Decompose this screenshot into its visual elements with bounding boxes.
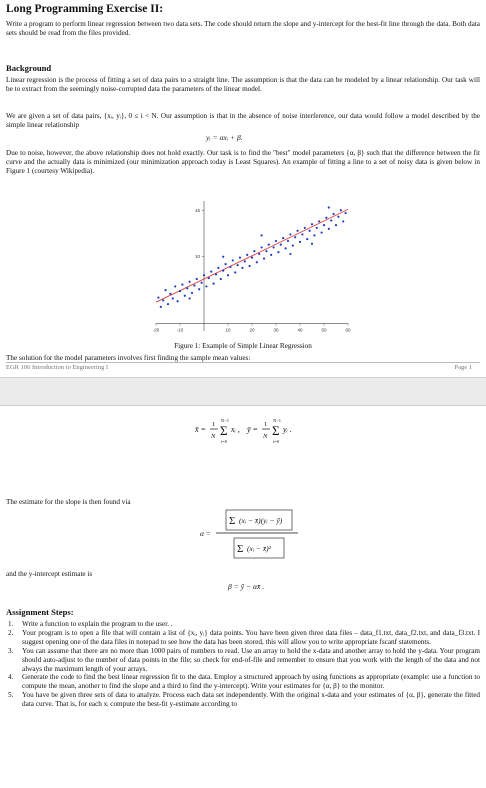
- data-point: [309, 230, 311, 232]
- data-point: [222, 256, 224, 258]
- data-point: [251, 257, 253, 259]
- data-point: [340, 209, 342, 211]
- background-paragraph-1: Linear regression is the process of fitting a set of data pairs to a straight line. The assumption is that the data can be modeled by a linear relationship. Our task will be to extract from the seemingly noise-corrupted data the parameters of the linear model.: [6, 76, 480, 93]
- x-tick-label: 50: [321, 327, 327, 333]
- data-point: [249, 265, 251, 267]
- assignment-steps-list: [6, 620, 480, 709]
- sample-mean-intro: The solution for the model parameters involves first finding the sample mean values:: [6, 354, 251, 362]
- svg-text:N: N: [263, 433, 268, 440]
- data-point: [333, 213, 335, 215]
- data-point: [234, 271, 236, 273]
- data-point: [316, 227, 318, 229]
- data-point: [198, 288, 200, 290]
- data-point: [205, 285, 207, 287]
- data-point: [253, 250, 255, 252]
- data-point: [208, 277, 210, 279]
- intercept-intro-text: and the y-intercept estimate is: [6, 570, 93, 578]
- data-point: [203, 274, 205, 276]
- data-point: [169, 293, 171, 295]
- step-text: Write a function to explain the program to the user. .: [22, 620, 173, 628]
- step-item: 3. You can assume that there are no more than 1000 pairs of numbers to read. Use an array to hold the x-data and another array to hold the y-data. Your program should auto-adjust to the number of data points in the file; so check for end-of-file and remember to ensure that you work with the length of the data and not always the maximum length of your arrays.: [8, 646, 480, 673]
- svg-text:Σ: Σ: [220, 423, 228, 438]
- data-point: [210, 270, 212, 272]
- data-point: [328, 206, 330, 208]
- data-point: [328, 228, 330, 230]
- x-tick-label: 30: [273, 327, 279, 333]
- data-point: [325, 217, 327, 219]
- x-tick-label: -10: [176, 327, 184, 333]
- data-point: [342, 220, 344, 222]
- svg-text:xᵢ ,: xᵢ ,: [231, 425, 240, 434]
- data-point: [311, 243, 313, 245]
- step-item: 5. You have be given three sets of data to analyze. Process each data set independently. With the original x-data and your estimates of {α, β}, generate the fitted data curve. That is, for each xᵢ compute the best-fit y-estimate according to: [8, 691, 480, 709]
- svg-text:yᵢ .: yᵢ .: [283, 425, 292, 434]
- data-point: [217, 267, 219, 269]
- data-point: [246, 254, 248, 256]
- x-tick-label: 40: [297, 327, 303, 333]
- x-tick-label: 60: [345, 327, 351, 333]
- data-point: [222, 270, 224, 272]
- data-point: [215, 273, 217, 275]
- background-heading: Background: [6, 63, 52, 73]
- figure-caption: Figure 1: Example of Simple Linear Regression: [174, 342, 312, 350]
- y-tick-label: 10: [194, 254, 200, 260]
- document-page-2: [0, 405, 486, 788]
- data-point: [292, 244, 294, 246]
- svg-text:x̄ =: x̄ =: [195, 425, 206, 434]
- data-point: [172, 297, 174, 299]
- data-point: [335, 224, 337, 226]
- slope-equation: [200, 506, 320, 564]
- data-point: [270, 254, 272, 256]
- data-point: [241, 267, 243, 269]
- data-point: [287, 240, 289, 242]
- sample-mean-equations: [195, 414, 305, 446]
- svg-text:(xᵢ − x̄)²: (xᵢ − x̄)²: [247, 544, 271, 553]
- data-point: [261, 234, 263, 236]
- data-point: [330, 219, 332, 221]
- data-point: [201, 282, 203, 284]
- data-point: [313, 234, 315, 236]
- data-point: [311, 223, 313, 225]
- data-point: [265, 250, 267, 252]
- step-item: 1. Write a function to explain the program to the user. .: [8, 620, 173, 628]
- svg-text:i=0: i=0: [273, 439, 280, 444]
- data-point: [227, 274, 229, 276]
- document-page-1: [0, 0, 486, 378]
- data-point: [239, 257, 241, 259]
- data-point: [232, 259, 234, 261]
- regression-scatter-plot: [142, 195, 354, 340]
- svg-text:Σ: Σ: [272, 423, 280, 438]
- svg-text:Σ: Σ: [229, 515, 236, 527]
- data-point: [258, 253, 260, 255]
- intro-paragraph: Write a program to perform linear regression between two data sets. The code should return the slope and y-intercept for the best-fit line through the data. Both data sets should be read from the files provided.: [6, 20, 480, 37]
- intercept-equation: β = ȳ − αx̄ .: [228, 582, 265, 591]
- data-point: [229, 266, 231, 268]
- svg-text:N−1: N−1: [273, 418, 282, 423]
- footer-page-number: Page 1: [454, 364, 472, 371]
- data-point: [294, 236, 296, 238]
- step-item: 2. Your program is to open a file that will contain a list of {xᵢ, yᵢ} data points. You have been given three data files – data_f1.txt, data_f2.txt, and data_f3.txt. I suggest opening one of the data files in notepad to see how the data has been stored, this will allow you to write appropriate fscanf statements.: [8, 628, 480, 646]
- data-point: [184, 295, 186, 297]
- data-point: [268, 244, 270, 246]
- svg-text:N: N: [211, 433, 216, 440]
- intercept-intro: [6, 570, 480, 579]
- data-point: [244, 260, 246, 262]
- data-point: [282, 237, 284, 239]
- svg-text:1: 1: [212, 421, 216, 428]
- data-point: [165, 289, 167, 291]
- footer-course: EGR 106 Introduction to Engineering I: [6, 364, 108, 371]
- data-point: [323, 224, 325, 226]
- data-point: [263, 257, 265, 259]
- data-point: [225, 263, 227, 265]
- background-paragraph-2: We are given a set of data pairs, {xᵢ, yᵢ}, 0 ≤ i < N. Our assumption is that in the absence of noise interference, our data would follow a model described by the simple linear relationship: [6, 112, 480, 129]
- svg-text:α =: α =: [200, 529, 211, 538]
- data-point: [275, 240, 277, 242]
- y-tick-label: 15: [194, 207, 200, 213]
- data-point: [289, 233, 291, 235]
- data-point: [160, 306, 162, 308]
- x-tick-label: 20: [249, 327, 255, 333]
- data-point: [297, 230, 299, 232]
- data-point: [277, 251, 279, 253]
- data-point: [306, 238, 308, 240]
- slope-intro-text: The estimate for the slope is then found via: [6, 498, 131, 506]
- data-point: [237, 264, 239, 266]
- data-point: [174, 285, 176, 287]
- data-point: [318, 220, 320, 222]
- x-tick-label: 10: [225, 327, 231, 333]
- data-point: [186, 287, 188, 289]
- data-point: [220, 278, 222, 280]
- svg-text:N−1: N−1: [221, 418, 230, 423]
- document-title: Long Programming Exercise II:: [6, 3, 164, 15]
- data-point: [213, 283, 215, 285]
- svg-text:ȳ =: ȳ =: [247, 425, 258, 434]
- data-point: [280, 244, 282, 246]
- data-point: [196, 278, 198, 280]
- data-point: [179, 290, 181, 292]
- step-text: You can assume that there are no more than 1000 pairs of numbers to read. Use an array to hold the x-data and another array to hold the y-data. Your program should auto-adjust to the number of data points in the file; so check for end-of-file and remember to ensure that you work with the length of the data and not always the maximum length of your arrays.: [22, 646, 480, 673]
- data-point: [256, 261, 258, 263]
- data-point: [289, 253, 291, 255]
- data-point: [301, 233, 303, 235]
- svg-text:i=0: i=0: [221, 439, 228, 444]
- data-point: [157, 296, 159, 298]
- data-point: [191, 292, 193, 294]
- step-text: Generate the code to find the best linear regression fit to the data. Employ a structured approach by using functions as appropriate (example: use a function to compute the mean, another to find the slope and a third to find the y-intercept). Write your estimates for {α, β} to the monitor.: [22, 673, 480, 691]
- data-point: [189, 281, 191, 283]
- data-point: [285, 247, 287, 249]
- data-point: [273, 246, 275, 248]
- model-equation: yᵢ = αxᵢ + β.: [206, 133, 243, 142]
- svg-text:(xᵢ − x̄)(yᵢ − ȳ): (xᵢ − x̄)(yᵢ − ȳ): [239, 516, 283, 525]
- data-point: [304, 227, 306, 229]
- data-point: [177, 300, 179, 302]
- svg-text:Σ: Σ: [237, 543, 244, 555]
- data-point: [162, 299, 164, 301]
- data-point: [337, 216, 339, 218]
- data-point: [299, 241, 301, 243]
- svg-text:1: 1: [264, 421, 268, 428]
- steps-heading: Assignment Steps:: [6, 607, 74, 617]
- data-point: [167, 303, 169, 305]
- data-point: [261, 246, 263, 248]
- data-point: [193, 284, 195, 286]
- step-text: Your program is to open a file that will contain a list of {xᵢ, yᵢ} data points. You have been given three data files – data_f1.txt, data_f2.txt, and data_f3.txt. I suggest opening one of the data files in notepad to see how the data has been stored, this will allow you to write appropriate fscanf statements.: [22, 628, 480, 646]
- step-text: You have be given three sets of data to analyze. Process each data set independently. With the original x-data and your estimates of {α, β}, generate the fitted data curve. That is, for each xᵢ compute the best-fit y-estimate according to: [22, 691, 480, 709]
- x-tick-label: -20: [152, 327, 160, 333]
- step-item: 4. Generate the code to find the best linear regression fit to the data. Employ a structured approach by using functions as appropriate (example: use a function to compute the mean, another to find the slope and a third to find the y-intercept). Write your estimates for {α, β} to the monitor.: [8, 673, 480, 691]
- page-footer: [6, 362, 480, 371]
- data-point: [321, 231, 323, 233]
- fit-line: [156, 209, 348, 302]
- data-point: [345, 212, 347, 214]
- data-point: [181, 283, 183, 285]
- data-point: [189, 297, 191, 299]
- background-paragraph-3: Due to noise, however, the above relationship does not hold exactly. Our task is to find the "best" model parameters {α, β} such that the difference between the fit curve and the actually data is minimized (our minimization approach today is Least Squares). An example of fitting a line to a set of noisy data is given below in Figure 1 (courtesy Wikipedia).: [6, 149, 480, 175]
